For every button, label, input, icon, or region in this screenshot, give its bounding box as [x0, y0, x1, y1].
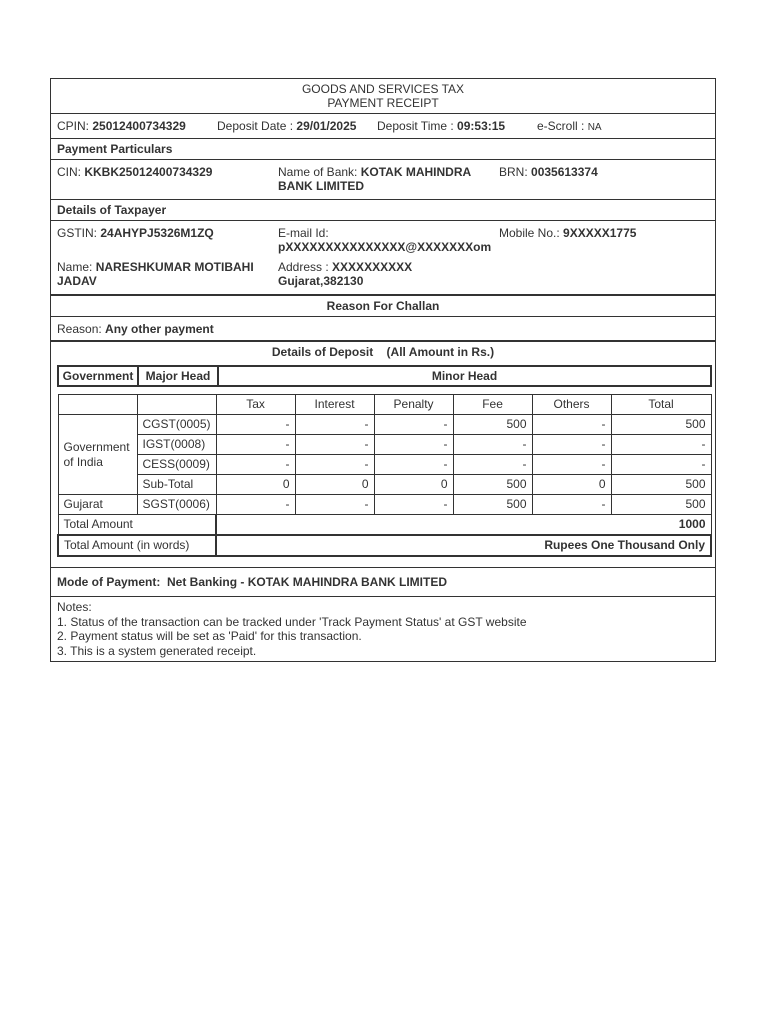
major-head-cell: Sub-Total	[137, 475, 216, 495]
table-cell: -	[295, 435, 374, 455]
table-cell: -	[295, 495, 374, 515]
payment-particulars-heading: Payment Particulars	[51, 139, 715, 160]
note-item: 2. Payment status will be set as 'Paid' for this transaction.	[57, 629, 362, 643]
taxpayer-heading: Details of Taxpayer	[51, 200, 715, 221]
table-cell: 0	[216, 475, 295, 495]
taxpayer-details	[51, 221, 715, 296]
brn-value: 0035613374	[531, 165, 598, 179]
table-cell: 0	[295, 475, 374, 495]
gstin-label: GSTIN:	[57, 226, 98, 240]
cin-value: KKBK25012400734329	[84, 165, 213, 179]
note-item: 3. This is a system generated receipt.	[57, 643, 257, 658]
table-header-row	[58, 395, 711, 415]
title-line-2: PAYMENT RECEIPT	[327, 96, 439, 110]
deposit-date-value: 29/01/2025	[296, 119, 357, 133]
table-cell: -	[295, 415, 374, 435]
gstin-value: 24AHYPJ5326M1ZQ	[100, 226, 214, 240]
receipt-title	[51, 79, 715, 114]
total-amount-row	[58, 515, 711, 536]
table-cell: -	[374, 435, 453, 455]
brn-label: BRN:	[499, 165, 528, 179]
mobile-label: Mobile No.:	[499, 226, 560, 240]
mode-value: Net Banking - KOTAK MAHINDRA BANK LIMITED	[167, 575, 447, 589]
reason-row	[51, 317, 715, 342]
col-government: Government	[58, 366, 138, 386]
mode-label: Mode of Payment:	[57, 575, 161, 589]
cpin-row	[51, 114, 715, 139]
deposit-time-label: Deposit Time :	[377, 119, 454, 133]
total-words-value: Rupees One Thousand Only	[216, 535, 711, 556]
gujarat-cell: Gujarat	[58, 495, 137, 515]
table-cell: 500	[611, 495, 711, 515]
major-head-cell: CGST(0005)	[137, 415, 216, 435]
deposit-details	[51, 342, 715, 568]
column-header: Total	[611, 395, 711, 415]
total-amount-label: Total Amount	[58, 515, 216, 536]
col-minor-head: Minor Head	[431, 369, 498, 383]
table-cell: -	[611, 455, 711, 475]
notes	[51, 597, 715, 661]
cpin-label: CPIN:	[57, 119, 90, 133]
table-cell: 500	[611, 475, 711, 495]
escroll-label: e-Scroll :	[537, 119, 585, 133]
government-of-india-cell: Government of India	[58, 415, 137, 495]
table-cell: -	[295, 455, 374, 475]
bank-label: Name of Bank:	[278, 165, 358, 179]
table-cell: -	[532, 435, 611, 455]
table-cell: -	[532, 415, 611, 435]
total-words-row	[58, 535, 711, 556]
title-line-1: GOODS AND SERVICES TAX	[301, 82, 465, 96]
major-head-cell: IGST(0008)	[137, 435, 216, 455]
payment-particulars	[51, 160, 715, 200]
table-cell: 0	[532, 475, 611, 495]
column-header: Tax	[216, 395, 295, 415]
table-cell: -	[216, 455, 295, 475]
notes-heading: Notes:	[57, 600, 92, 614]
name-value: NARESHKUMAR MOTIBAHI	[95, 260, 254, 274]
column-header: Penalty	[374, 395, 453, 415]
table-cell: -	[611, 435, 711, 455]
reason-label: Reason:	[57, 322, 102, 336]
table-cell: -	[453, 455, 532, 475]
table-row	[58, 415, 711, 435]
bank-value: KOTAK MAHINDRA	[360, 165, 472, 179]
table-row	[58, 435, 711, 455]
table-cell: 500	[453, 475, 532, 495]
escroll-value: NA	[587, 122, 602, 133]
column-header: Fee	[453, 395, 532, 415]
column-header: Others	[532, 395, 611, 415]
mobile-value: 9XXXXX1775	[563, 226, 637, 240]
deposit-heading: Details of Deposit (All Amount in Rs.)	[271, 345, 495, 359]
note-item: 1. Status of the transaction can be tracked under 'Track Payment Status' at GST website	[57, 614, 527, 629]
table-cell: -	[374, 415, 453, 435]
major-head-cell: SGST(0006)	[137, 495, 216, 515]
table-row	[58, 475, 711, 495]
name-value-cont: JADAV	[57, 274, 97, 288]
table-cell: 500	[453, 495, 532, 515]
table-cell: 500	[611, 415, 711, 435]
table-cell: -	[216, 435, 295, 455]
table-cell: -	[374, 455, 453, 475]
deposit-date-label: Deposit Date :	[217, 119, 294, 133]
payment-receipt	[50, 78, 716, 662]
address-value: XXXXXXXXXX	[332, 260, 413, 274]
cpin-value: 25012400734329	[92, 119, 186, 133]
col-major-head: Major Head	[138, 366, 218, 386]
total-words-label: Total Amount (in words)	[58, 535, 216, 556]
table-cell: -	[374, 495, 453, 515]
name-label: Name:	[57, 260, 93, 274]
table-cell: -	[216, 415, 295, 435]
cin-label: CIN:	[57, 165, 81, 179]
mode-of-payment	[51, 568, 715, 597]
deposit-time-value: 09:53:15	[457, 119, 506, 133]
table-row	[58, 495, 711, 515]
address-value-cont: Gujarat,382130	[278, 274, 364, 288]
email-value: pXXXXXXXXXXXXXXX@XXXXXXXom	[278, 240, 492, 254]
table-row	[58, 455, 711, 475]
table-cell: 0	[374, 475, 453, 495]
bank-value-cont: BANK LIMITED	[278, 179, 364, 193]
reason-heading: Reason For Challan	[51, 296, 715, 317]
column-header: Interest	[295, 395, 374, 415]
table-cell: 500	[453, 415, 532, 435]
deposit-header-table	[57, 365, 712, 387]
email-label: E-mail Id:	[278, 226, 329, 240]
address-label: Address :	[278, 260, 329, 274]
table-cell: -	[216, 495, 295, 515]
major-head-cell: CESS(0009)	[137, 455, 216, 475]
table-cell: -	[453, 435, 532, 455]
table-cell: -	[532, 495, 611, 515]
deposit-table	[57, 394, 712, 557]
total-amount-value: 1000	[216, 515, 711, 536]
reason-value: Any other payment	[105, 322, 214, 336]
table-cell: -	[532, 455, 611, 475]
